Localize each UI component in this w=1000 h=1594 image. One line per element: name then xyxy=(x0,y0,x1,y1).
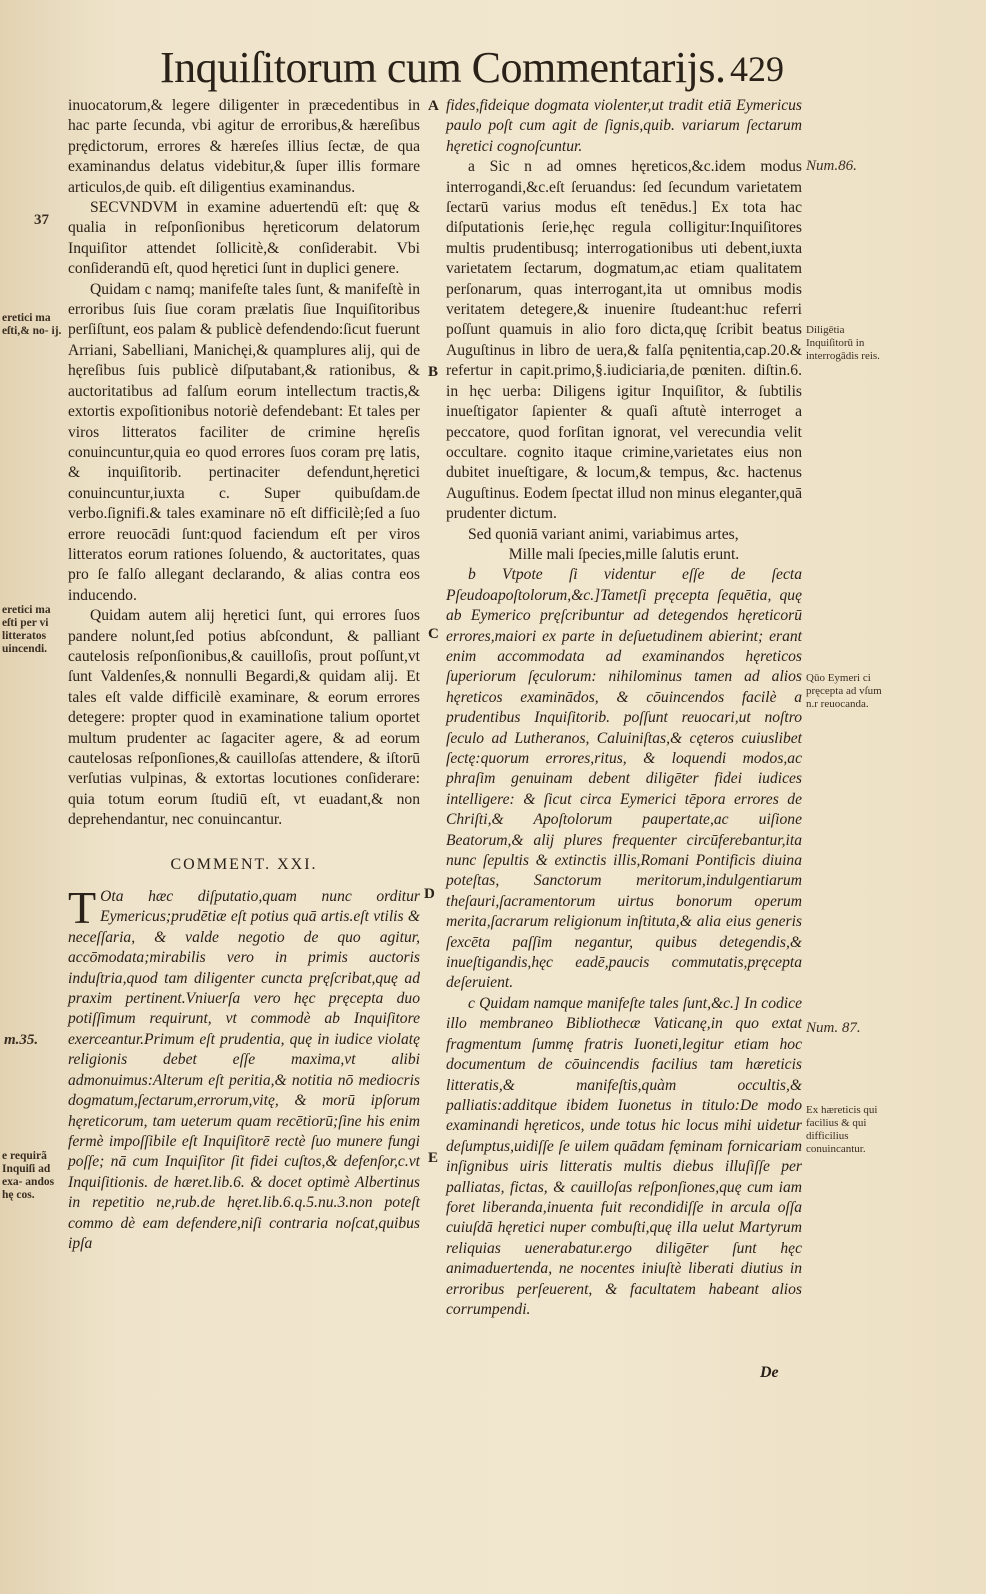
main-text-column xyxy=(68,96,420,1254)
verse-line: Sed quoniā variant animi, variabimus artes, xyxy=(468,525,739,543)
commentary-column xyxy=(446,96,802,1320)
section-letter: E xyxy=(428,1150,439,1166)
margin-number: Num.86. xyxy=(806,158,857,174)
margin-note: eretici ma eſti per vi litteratos uincendi. xyxy=(2,604,51,655)
paragraph: b Vtpote ſi videntur eſſe de ſecta Pſeudoapoſtolorum,&c.]Tametſi pręcepta ſequētia, quę ab Eymerico pręſcribuntur ad detegendos hęreticorū errores,maiori ex parte in deſuetudinem abierint; erant enim accommodata ad examinandos hęreticos ſuperiorum ſęculorum: nihilominus tamen ad alios hęreticos examinādos, & cōuincendos facilè a prudentibus Inquiſitorib. poſſunt reuocari,ut noſtro ſeculo ad Lutheranos, Caluiniſtas,& cęteros cuiuslibet ſectę:quorum errores,ritus, & loquendi modos,ac phraſim genuinam debent diligēter fidei iudices intelligere: & ſicut circa Eymerici tēpora errores de Chriſti,& Apoſtolorum paupertate,ac uiſione Beatorum,& alij plures frequenter circūferebantur,ita nunc ſepultis & extinctis illis,Romani Pontificis diuina poteſtas, Sanctorum meritorum,indulgentiarum theſauri,ſacramentorum uirtus bonorum operum merita,ſacrarum religionum inſtituta,& alia eius generis ſexcēta paſſim negantur, quibus detegendis,& inueſtigandis,hęc eadē,paucis commutatis,pręcepta deſeruient. xyxy=(446,566,802,992)
paragraph: inuocatorum,& legere diligenter in præcedentibus in hac parte ſecunda, vbi agitur de erroribus,& hæreſibus prędictorum, errores & hæreſes illius ſectæ, de qua examinandus delatus videbitur,& ſuper illis formare articulos,de quib. eſt diligentius examinandus. xyxy=(68,97,420,196)
page-edge xyxy=(986,0,1000,1594)
margin-note: e requirã Inquiſi ad exa- andos hę cos. xyxy=(2,1150,55,1201)
margin-number: 37 xyxy=(34,212,49,228)
paragraph: c Quidam namque manifeſte tales ſunt,&c.] In codice illo membraneo Bibliothecæ Vaticanę,in quo extat fragmentum ſummę fratris Iuoneti,legitur etiam hoc documentum de cōuincendis facilius tam hæreticis litteratis,& manifeſtis,quàm occultis,& palliatis:additque ibidem Iuonetus in titulo:De modo examinandi hęreticos, unde totus hic locus mihi uidetur deſumptus,uidiſſe ſe uilem quādam fęminam fornicariam inſignibus uiris litteratis multis diebus illuſiſſe per palliatas, fictas, & cauilloſas reſponſiones,quę cum iam foret liberanda,inuenta fuit recondidiſſe in arcula oſſa cuiuſdā hęretici nuper combuſti,quę illa uelut Martyrum reliquias uenerabatur.ergo diligēter ſunt hęc animaduertenda, ne nocentes iniuſtè liberati diutius in erroribus perſeuerent, & facultatem habeant alios corrumpendi. xyxy=(446,994,802,1318)
margin-number: m.35. xyxy=(4,1032,39,1048)
running-title: Inquiſitorum cum Commentarijs. xyxy=(160,43,726,92)
comment-text: Ota hæc diſputatio,quam nunc orditur Eymericus;prudētiæ eſt potius quā artis.eſt vtilis & neceſſaria, & valde negotio de quo agitur, accōmodata;mirabilis vero in primis auctoris induſtria,quod tam diligenter cuncta pręſcribat,quę ad praxim pertinent.Vniuerſa vero hęc pręcepta duo potiſſimum requirunt, vt commodè ab Inquiſitore exerceantur.Primum eſt prudentia, quę in iudice violatę religionis debet eſſe maxima,vt alibi admonuimus:Alterum eſt peritia,& notitia nō mediocris dogmatum,ſectarum,errorum,vitę, & morū ipſorum hęreticorum, tam ueterum quam recētiorū;ſine his enim fermè impoſſibile eſt Inquiſitorē rectè ſuo munere fungi poſſe; nā cum Inquiſitor ſit fidei cuſtos,& defenſor,c.vt Inquiſitionis. de hæret.lib.6. & docet optimè Albertinus in repetitio ne,rub.de hęret.lib.6.q.5.nu.3.non poteſt commo dè eam defendere,niſi contraria noſcat,quibus ipſa xyxy=(68,888,420,1252)
page-number: 429 xyxy=(730,49,784,89)
section-letter: A xyxy=(428,98,439,114)
catchword: De xyxy=(760,1364,779,1381)
margin-number: Num. 87. xyxy=(806,1020,861,1036)
paragraph: a Sic n ad omnes hęreticos,&c.idem modus interrogandi,&c.eſt ſeruandus: ſed ſecundum varietatem ſectarū varius modus eſt tenēdus.] Ex tota hac diſputationis ſerie,hęc regula colligitur:Inquiſitores multis prudentibusq; interrogationibus uti debent,iuxta varietatem ſectarum, dogmatum,ac etiam qualitatem perſonarum, quas interrogant,ita ut omnibus modis veritatem detegere,& inuenire ſtudeant:huc referri poſſunt quamuis in alio foro dicta,quę ſcribit beatus Auguſtinus in libro de uera,& falſa pęnitentia,cap.20.& refertur in capit.primo,§.iudiciaria,de pœniten. diſtin.6. in hęc uerba: Diligens igitur Inquiſitor, & ſubtilis inueſtigator ſapienter & quaſi aſtutè interroget a peccatore, quod forſitan ignorat, vel verecundia velit occultare. cognito itaque crimine,varietates eius non dubitet inueſtigare, & locum,& tempus, &c. hactenus Auguſtinus. Eodem ſpectat illud non minus eleganter,quā prudenter dictum. xyxy=(446,158,802,523)
paragraph: Quidam autem alij hęretici ſunt, qui errores ſuos pandere nolunt,ſed potius abſcondunt, & palliant cautelosis reſponſionibus,& cauilloſis, prout poſſunt,vt ſunt Valdenſes,& nonnulli Begardi,& quidam alij. Et tales eſt valde difficilè examinare, & eorum errores detegere: propter quod in examinatione talium oportet multum prudenter ac ſagaciter agere, & ad eorum cautelosas reſponſiones,& cauilloſas attendere, & iſtorū verſutias vulpinas, & extortas locutiones conſiderare: quia totum eorum ſtudiū eſt, vt euadant,& non deprehendantur, nec conuincantur. xyxy=(68,607,420,829)
section-letter: C xyxy=(428,626,439,642)
comment-paragraph xyxy=(68,882,420,1254)
margin-note: Qūo Eymeri ci pręcepta ad vſum n.r reuocanda. xyxy=(806,672,882,710)
section-letter: D xyxy=(424,886,435,902)
paragraph: fides,fideique dogmata violenter,ut tradit etiā Eymericus paulo poſt cum agit de ſignis,quib. variarum ſectarum hęretici cognoſcuntur. xyxy=(446,97,802,155)
paragraph: Quidam c namq; manifeſte tales ſunt, & manifeſtè in erroribus ſuis ſiue coram prælatis ſiue Inquiſitoribus perſiſtunt, eos palam & publicè defendendo:ſicut fuerunt Arriani, Sabelliani, Manichęi,& quamplures alij, qui de hęreſibus ſuis publicè diſputabant,& rationibus, & auctoritatibus ad falſum eorum intellectum tractis,& extortis expoſitionibus notoriè defendebant: Et tales per viros litteratos faciliter de crimine hęreſis conuincuntur,quia eo quod errores ſuos coram prę latis, & inquiſitorib. pertinaciter defendunt,hęretici conuincuntur,iuxta c. Super quibuſdam.de verbo.ſignifi.& tales examinare nō eſt difficilè;ſed a ſuo errore reuocādi ſunt:quod faciendum eſt per viros litteratos eorum rationes ſoluendo, & auctoritates, quas pro ſe falſo allegant declarando, & alias contra eos inducendo. xyxy=(68,280,420,604)
verse-line: Mille mali ſpecies,mille ſalutis erunt. xyxy=(508,545,740,563)
margin-note: eretici ma eſti,& no- ij. xyxy=(2,312,62,337)
drop-cap: T xyxy=(68,882,97,934)
margin-note: Ex hæreticis qui facilius & qui difficilius conuincantur. xyxy=(806,1104,878,1155)
comment-heading: COMMENT. XXI. xyxy=(170,855,318,873)
margin-note: Diligētia Inquiſitorū in interrogādis reis. xyxy=(806,324,880,362)
paragraph: SECVNDVM in examine aduertendū eſt: quę & qualia in reſponſionibus hęreticorum delatorum Inquiſitor attendet ſollicitè,& conſiderabit. Vbi conſiderandū eſt, quod hęretici ſunt in duplici genere. xyxy=(68,199,420,278)
section-letter: B xyxy=(428,364,439,380)
page-header xyxy=(160,42,840,102)
